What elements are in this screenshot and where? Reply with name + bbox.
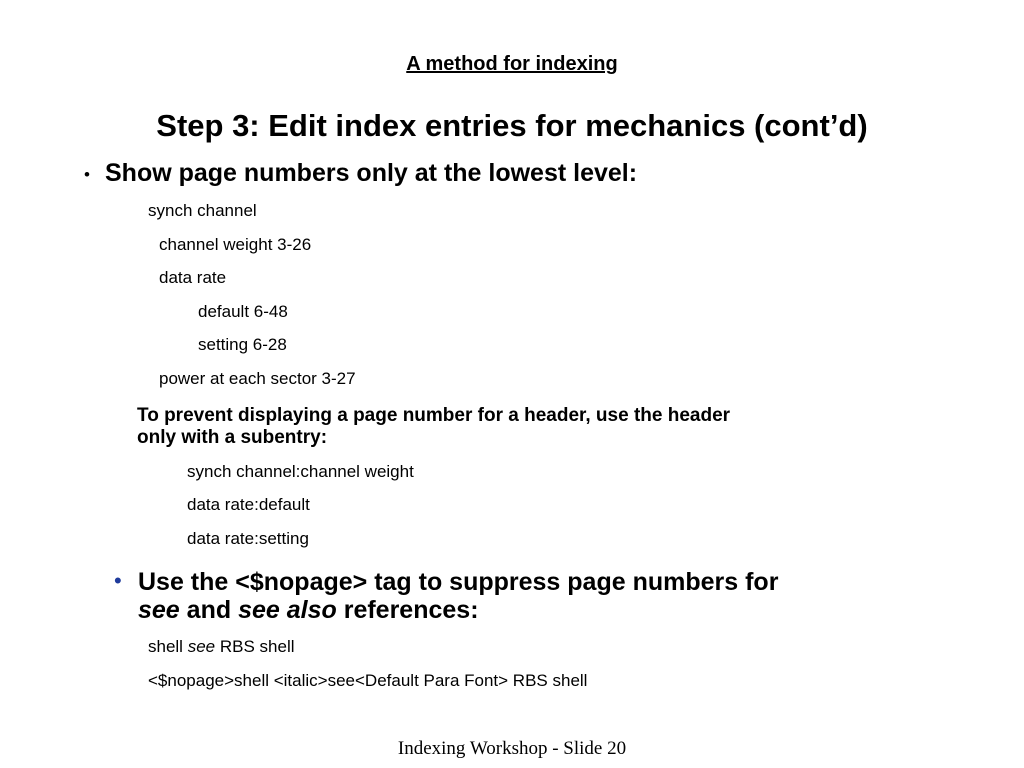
index-entry: channel weight 3-26: [159, 235, 312, 254]
see-also-term: see also: [238, 596, 337, 624]
index-entry-syntax: synch channel:channel weight: [187, 462, 414, 481]
example-entry-2: <$nopage>shell <italic>see<Default Para Font> RBS shell: [148, 671, 588, 690]
index-entry: power at each sector 3-27: [159, 369, 356, 388]
and-word: and: [186, 596, 232, 624]
slide-title: Step 3: Edit index entries for mechanics (cont’d): [156, 108, 868, 143]
index-entry: synch channel: [148, 201, 257, 220]
index-entry-syntax: data rate:setting: [187, 529, 309, 548]
example-see: see: [187, 637, 216, 656]
bullet-1-text: Show page numbers only at the lowest level:: [105, 159, 638, 187]
note-line-1: To prevent displaying a page number for a header, use the header: [137, 405, 731, 426]
example-entry-1: [148, 637, 295, 657]
example-post: RBS shell: [219, 637, 295, 656]
bullet-dot-icon: •: [84, 165, 90, 184]
example-pre: shell: [148, 637, 183, 656]
note-line-2: only with a subentry:: [137, 427, 328, 448]
slide-footer: Indexing Workshop - Slide 20: [397, 738, 627, 759]
references-word: references:: [343, 596, 479, 624]
slide-topic: A method for indexing: [406, 53, 618, 75]
bullet-2-line-2: [138, 596, 479, 624]
see-term: see: [138, 596, 180, 624]
bullet-2-line-1: Use the <$nopage> tag to suppress page numbers for: [138, 568, 779, 596]
index-entry: data rate: [159, 268, 227, 287]
index-entry: setting 6-28: [198, 335, 287, 354]
index-entry: default 6-48: [198, 302, 288, 321]
bullet-dot-icon: •: [114, 568, 122, 593]
index-entry-syntax: data rate:default: [187, 495, 310, 514]
